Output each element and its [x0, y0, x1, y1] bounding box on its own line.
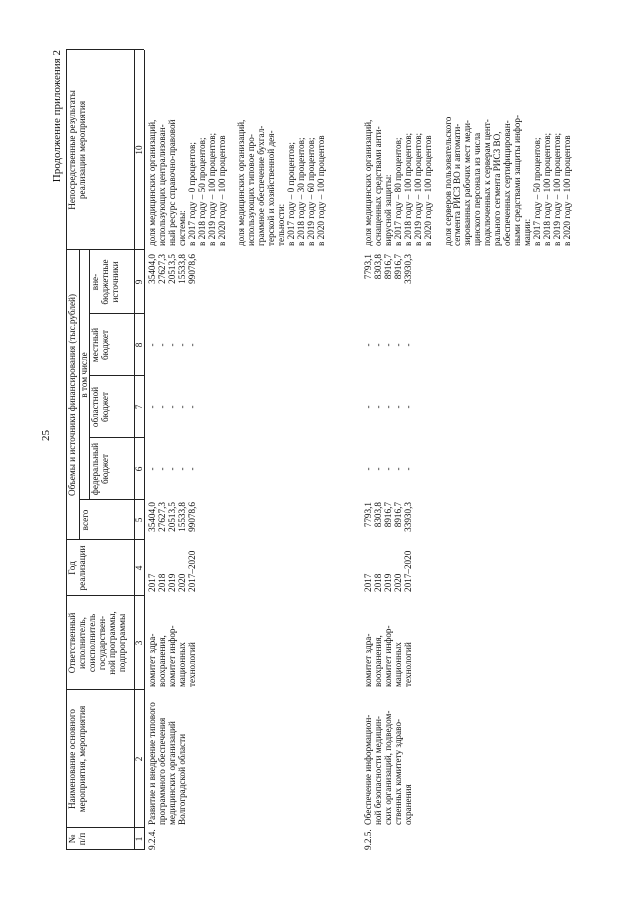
page-number: 25 [40, 430, 52, 441]
row-2-total: 7793,1 8303,8 8916,7 8916,7 33930,3 [363, 502, 413, 532]
colnum-8: 8 [134, 342, 144, 348]
row-2-federal: - - - - - [363, 467, 413, 471]
row-1-name: Развитие и внедрение типового программного обеспечения медицинских организаций Волгоградской области [147, 702, 187, 825]
row-2-results: доля медицинских организаций, оснащенных средствами анти- вирусной защиты: в 2017 году – 80 процентов; в 2018 году – 100 процентов; в 2019 году – 100 процентов; в 2020 году – 100 процентов доля серверов пользовательского сегмента РИСЗ ВО и автомати- зированных рабочих мест меди- цинского персонала из числа подключенных к серверам цент- рального сегмента РИСЗ ВО, обеспеченных сертифицирован- ными средствами защиты инфор- мации: в 2017 году – 50 процентов; в 2018 году – 100 процентов; в 2019 году – 100 процентов; в 2020 году – 100 процентов [363, 114, 572, 246]
header-including: в том числе [79, 352, 89, 398]
header-regional: областной бюджет [90, 386, 110, 428]
header-executor: Ответственный исполнитель, соисполнитель государствен- ной программы, подпрограммы [67, 611, 127, 675]
row-1-local: - - - - - [147, 343, 197, 347]
colnum-5: 5 [134, 517, 144, 523]
colnum-9: 9 [134, 279, 144, 285]
colnum-3: 3 [134, 640, 144, 646]
appendix-note: Продолжение приложения 2 [51, 50, 63, 183]
header-name: Наименование основного мероприятия, мероприятия [67, 705, 87, 813]
colnum-2: 2 [134, 756, 144, 762]
row-2-local: - - - - - [363, 343, 413, 347]
colnum-6: 6 [134, 466, 144, 472]
header-total: всего [80, 509, 90, 531]
colnum-10: 10 [134, 145, 144, 155]
row-1-executor: комитет здра- воохранения, комитет инфор- мационных технологий [147, 625, 197, 687]
header-volumes: Объемы и источники финансирования (тыс.рублей) [67, 293, 77, 497]
row-2-no: 9.2.5. [363, 829, 373, 850]
row-2-executor: комитет здра- воохранения, комитет инфор- мационных технологий [363, 625, 413, 687]
colnum-4: 4 [134, 565, 144, 571]
row-1-total: 35404,0 27627,3 20513,5 15533,8 99078,6 [147, 502, 197, 532]
row-2-regional: - - - - - [363, 405, 413, 409]
colnum-7: 7 [134, 404, 144, 410]
row-1-extra: 35404,0 27627,3 20513,5 15533,8 99078,6 [147, 254, 197, 284]
header-year: Год реализации [67, 545, 87, 591]
rotated-table-page [51, 50, 586, 850]
row-1-federal: - - - - - [147, 467, 197, 471]
header-federal: федеральный бюджет [90, 442, 110, 496]
header-local: местный бюджет [90, 327, 110, 363]
row-1-years: 2017 2018 2019 2020 2017–2020 [147, 550, 197, 592]
colnum-1: 1 [134, 836, 144, 842]
row-1-regional: - - - - - [147, 405, 197, 409]
header-no: № п/п [67, 832, 87, 846]
row-2-name: Обеспечение информацион- ной безопасности медицин- ских организаций, подведом- ственных комитету здраво- охранения [363, 710, 413, 825]
row-2-extra: 7793,1 8303,8 8916,7 8916,7 33930,3 [363, 254, 413, 284]
header-results: Непосредственные результаты реализации мероприятия [67, 90, 87, 210]
header-extra: вне- бюджетные источники [90, 259, 120, 305]
row-1-no: 9.2.4. [147, 829, 157, 850]
row-1-results: доля медицинских организаций, использующих централизован- ный ресурс справочно-правовой системы: в 2017 году – 0 процентов; в 2018 году – 50 процентов; в 2019 году – 100 процентов; в 2020 году – 100 процентов доля медицинских организаций, использующих типовое про- граммное обеспечение бухгал- терской и хозяйственной дея- тельности: в 2017 году – 0 процентов; в 2018 году – 30 процентов; в 2019 году – 60 процентов; в 2020 году – 100 процентов [147, 119, 326, 246]
row-2-years: 2017 2018 2019 2020 2017–2020 [363, 550, 413, 592]
